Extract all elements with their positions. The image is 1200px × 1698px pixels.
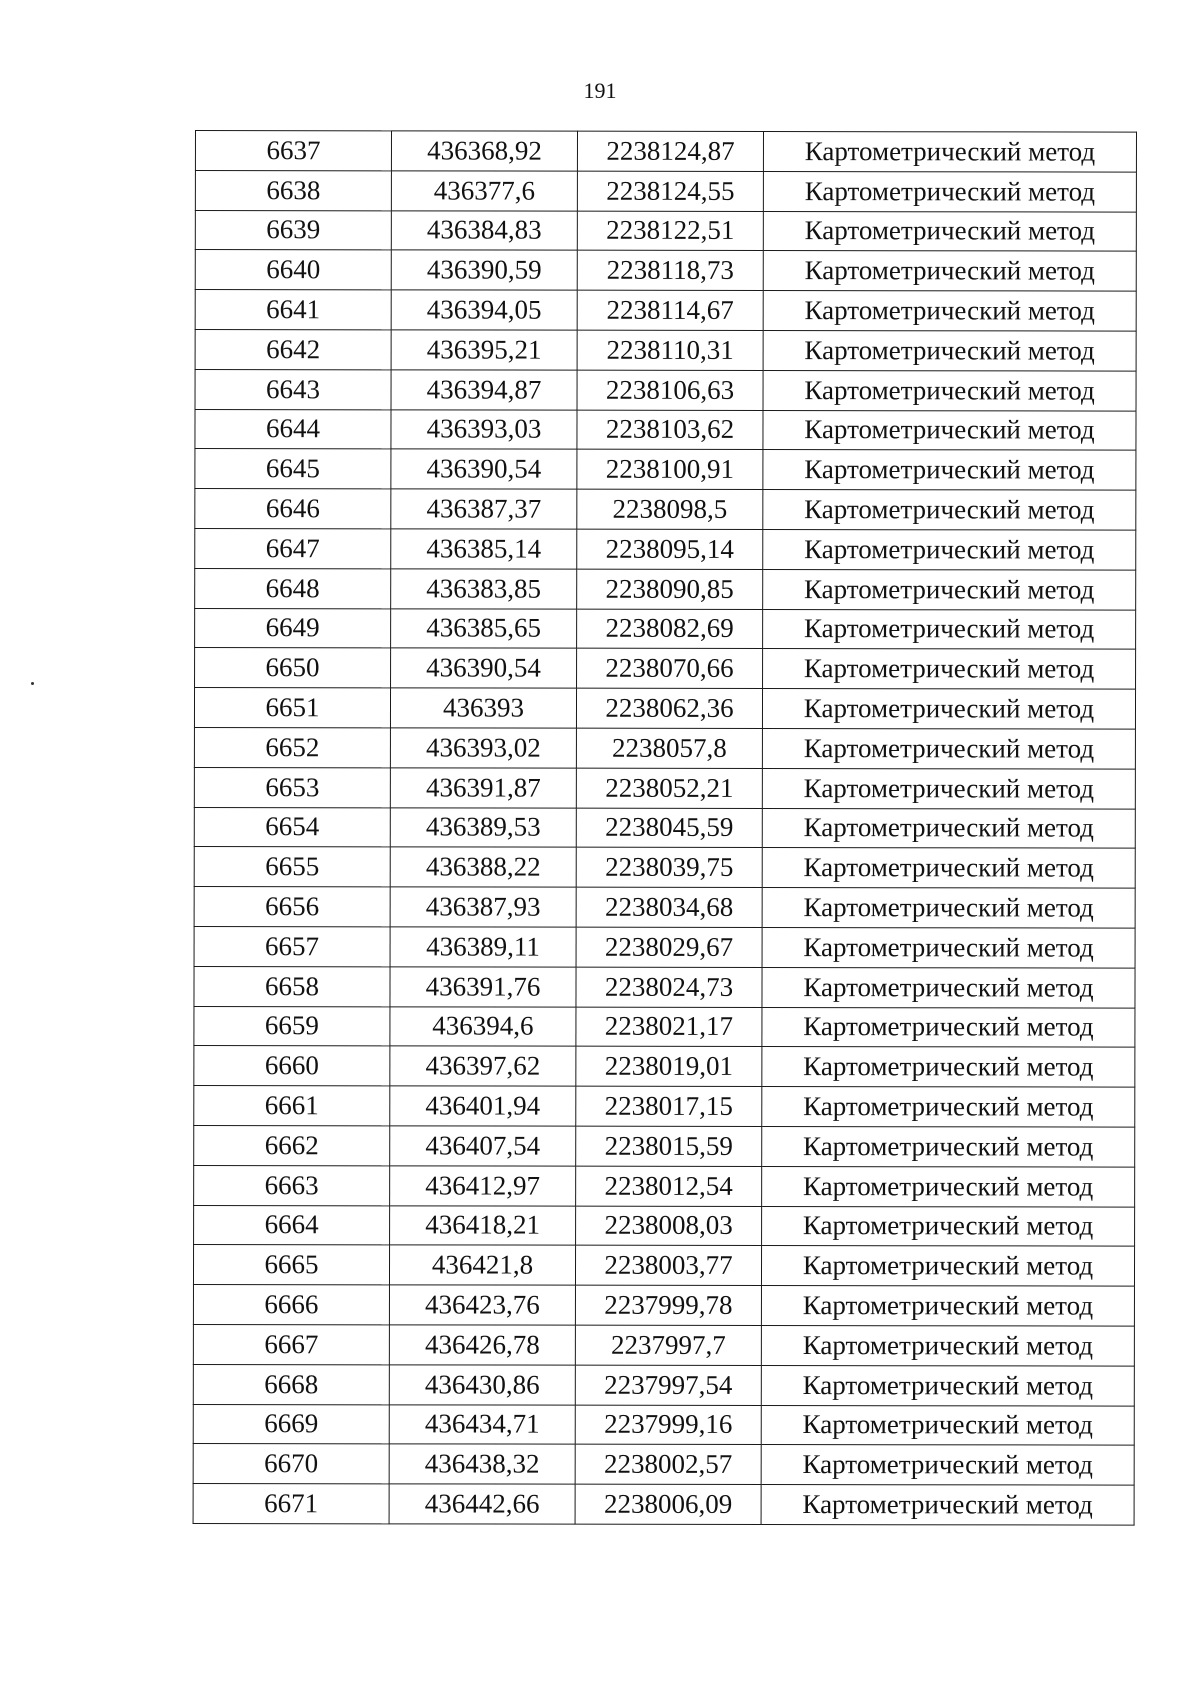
y-coordinate-cell: 2238039,75	[576, 848, 762, 888]
x-coordinate-cell: 436389,53	[390, 807, 576, 847]
y-coordinate-cell: 2238057,8	[576, 728, 762, 768]
table-row	[194, 1125, 1135, 1166]
table-row	[193, 1404, 1134, 1445]
table-row	[195, 210, 1136, 251]
y-coordinate-cell: 2238008,03	[576, 1206, 762, 1246]
point-number-cell: 6659	[194, 1006, 390, 1046]
point-number-cell: 6650	[195, 648, 391, 688]
method-cell: Картометрический метод	[762, 1087, 1135, 1127]
table-row	[194, 688, 1135, 729]
method-cell: Картометрический метод	[762, 728, 1135, 768]
y-coordinate-cell: 2238034,68	[576, 887, 762, 927]
y-coordinate-cell: 2238012,54	[576, 1166, 762, 1206]
method-cell: Картометрический метод	[762, 967, 1135, 1007]
y-coordinate-cell: 2238021,17	[576, 1007, 762, 1047]
y-coordinate-cell: 2238062,36	[576, 688, 762, 728]
method-cell: Картометрический метод	[763, 649, 1136, 689]
point-number-cell: 6664	[194, 1205, 390, 1245]
x-coordinate-cell: 436412,97	[390, 1166, 576, 1206]
x-coordinate-cell: 436383,85	[391, 569, 577, 609]
method-cell: Картометрический метод	[763, 211, 1136, 251]
y-coordinate-cell: 2238017,15	[576, 1086, 762, 1126]
y-coordinate-cell: 2238124,55	[577, 171, 763, 211]
table-row	[195, 131, 1136, 172]
point-number-cell: 6671	[193, 1484, 389, 1524]
y-coordinate-cell: 2238100,91	[577, 450, 763, 490]
y-coordinate-cell: 2238024,73	[576, 967, 762, 1007]
x-coordinate-cell: 436394,87	[391, 370, 577, 410]
point-number-cell: 6667	[193, 1324, 389, 1364]
point-number-cell: 6657	[194, 926, 390, 966]
method-cell: Картометрический метод	[762, 1166, 1135, 1206]
point-number-cell: 6660	[194, 1046, 390, 1086]
table-row	[194, 1165, 1135, 1206]
table-row	[193, 1324, 1134, 1365]
y-coordinate-cell: 2238002,57	[575, 1444, 761, 1484]
method-cell: Картометрический метод	[761, 1286, 1134, 1326]
method-cell: Картометрический метод	[763, 251, 1136, 291]
x-coordinate-cell: 436394,05	[391, 290, 577, 330]
method-cell: Картометрический метод	[761, 1405, 1134, 1445]
y-coordinate-cell: 2238045,59	[576, 808, 762, 848]
table-row	[194, 807, 1135, 848]
point-number-cell: 6640	[195, 250, 391, 290]
table-row	[195, 528, 1136, 569]
point-number-cell: 6639	[195, 210, 391, 250]
x-coordinate-cell: 436442,66	[389, 1484, 575, 1524]
table-row	[194, 966, 1135, 1007]
x-coordinate-cell: 436391,76	[390, 967, 576, 1007]
point-number-cell: 6651	[194, 688, 390, 728]
table-row	[195, 250, 1136, 291]
table-row	[195, 489, 1136, 530]
y-coordinate-cell: 2238070,66	[577, 649, 763, 689]
method-cell: Картометрический метод	[763, 171, 1136, 211]
point-number-cell: 6638	[195, 170, 391, 210]
x-coordinate-cell: 436385,14	[391, 529, 577, 569]
y-coordinate-cell: 2238103,62	[577, 410, 763, 450]
coordinates-table-body	[193, 131, 1136, 1526]
table-row	[194, 1086, 1135, 1127]
x-coordinate-cell: 436385,65	[391, 608, 577, 648]
point-number-cell: 6641	[195, 290, 391, 330]
x-coordinate-cell: 436390,54	[391, 449, 577, 489]
page-number: 191	[583, 78, 617, 103]
table-row	[194, 847, 1135, 888]
method-cell: Картометрический метод	[762, 888, 1135, 928]
x-coordinate-cell: 436401,94	[390, 1086, 576, 1126]
method-cell: Картометрический метод	[761, 1445, 1134, 1485]
table-row	[195, 648, 1136, 689]
table-row	[195, 409, 1136, 450]
point-number-cell: 6658	[194, 966, 390, 1006]
y-coordinate-cell: 2238019,01	[576, 1046, 762, 1086]
point-number-cell: 6656	[194, 887, 390, 927]
x-coordinate-cell: 436407,54	[390, 1126, 576, 1166]
table-row	[193, 1364, 1134, 1405]
point-number-cell: 6668	[193, 1364, 389, 1404]
point-number-cell: 6652	[194, 727, 390, 767]
method-cell: Картометрический метод	[763, 450, 1136, 490]
point-number-cell: 6645	[195, 449, 391, 489]
method-cell: Картометрический метод	[762, 848, 1135, 888]
table-row	[193, 1285, 1134, 1326]
y-coordinate-cell: 2237999,16	[575, 1405, 761, 1445]
table-row	[194, 1205, 1135, 1246]
x-coordinate-cell: 436418,21	[390, 1205, 576, 1245]
table-row	[194, 727, 1135, 768]
coordinates-table	[193, 130, 1137, 1526]
point-number-cell: 6655	[194, 847, 390, 887]
y-coordinate-cell: 2238029,67	[576, 927, 762, 967]
point-number-cell: 6669	[193, 1404, 389, 1444]
x-coordinate-cell: 436384,83	[391, 210, 577, 250]
point-number-cell: 6637	[195, 131, 391, 171]
table-row	[195, 449, 1136, 490]
method-cell: Картометрический метод	[763, 410, 1136, 450]
point-number-cell: 6662	[194, 1125, 390, 1165]
table-row	[195, 170, 1136, 211]
point-number-cell: 6644	[195, 409, 391, 449]
x-coordinate-cell: 436393	[390, 688, 576, 728]
method-cell: Картометрический метод	[763, 131, 1136, 171]
table-row	[194, 887, 1135, 928]
point-number-cell: 6670	[193, 1444, 389, 1484]
method-cell: Картометрический метод	[763, 291, 1136, 331]
y-coordinate-cell: 2238122,51	[577, 211, 763, 251]
point-number-cell: 6661	[194, 1086, 390, 1126]
y-coordinate-cell: 2238124,87	[577, 131, 763, 171]
method-cell: Картометрический метод	[762, 927, 1135, 967]
table-row	[194, 926, 1135, 967]
y-coordinate-cell: 2238106,63	[577, 370, 763, 410]
point-number-cell: 6643	[195, 369, 391, 409]
method-cell: Картометрический метод	[761, 1246, 1134, 1286]
x-coordinate-cell: 436397,62	[390, 1046, 576, 1086]
x-coordinate-cell: 436368,92	[391, 131, 577, 171]
table-row	[193, 1484, 1134, 1525]
table-row	[193, 1444, 1134, 1485]
x-coordinate-cell: 436388,22	[390, 847, 576, 887]
x-coordinate-cell: 436390,54	[391, 648, 577, 688]
x-coordinate-cell: 436387,37	[391, 489, 577, 529]
method-cell: Картометрический метод	[763, 609, 1136, 649]
point-number-cell: 6647	[195, 528, 391, 568]
x-coordinate-cell: 436423,76	[389, 1285, 575, 1325]
table-row	[193, 1245, 1134, 1286]
y-coordinate-cell: 2238095,14	[577, 529, 763, 569]
point-number-cell: 6665	[193, 1245, 389, 1285]
x-coordinate-cell: 436430,86	[389, 1365, 575, 1405]
x-coordinate-cell: 436395,21	[391, 330, 577, 370]
method-cell: Картометрический метод	[762, 768, 1135, 808]
method-cell: Картометрический метод	[762, 1126, 1135, 1166]
method-cell: Картометрический метод	[762, 1007, 1135, 1047]
point-number-cell: 6654	[194, 807, 390, 847]
method-cell: Картометрический метод	[763, 330, 1136, 370]
method-cell: Картометрический метод	[763, 490, 1136, 530]
x-coordinate-cell: 436426,78	[389, 1325, 575, 1365]
x-coordinate-cell: 436438,32	[389, 1444, 575, 1484]
x-coordinate-cell: 436421,8	[389, 1245, 575, 1285]
y-coordinate-cell: 2238082,69	[577, 609, 763, 649]
y-coordinate-cell: 2237999,78	[575, 1285, 761, 1325]
y-coordinate-cell: 2238114,67	[577, 290, 763, 330]
x-coordinate-cell: 436393,03	[391, 409, 577, 449]
y-coordinate-cell: 2238015,59	[576, 1126, 762, 1166]
y-coordinate-cell: 2238090,85	[577, 569, 763, 609]
method-cell: Картометрический метод	[763, 569, 1136, 609]
table-row	[195, 568, 1136, 609]
x-coordinate-cell: 436393,02	[390, 728, 576, 768]
x-coordinate-cell: 436391,87	[390, 768, 576, 808]
method-cell: Картометрический метод	[762, 1047, 1135, 1087]
point-number-cell: 6646	[195, 489, 391, 529]
point-number-cell: 6653	[194, 767, 390, 807]
table-row	[194, 1006, 1135, 1047]
x-coordinate-cell: 436377,6	[391, 171, 577, 211]
y-coordinate-cell: 2238098,5	[577, 489, 763, 529]
point-number-cell: 6666	[193, 1285, 389, 1325]
point-number-cell: 6642	[195, 329, 391, 369]
point-number-cell: 6648	[195, 568, 391, 608]
method-cell: Картометрический метод	[762, 808, 1135, 848]
y-coordinate-cell: 2238110,31	[577, 330, 763, 370]
method-cell: Картометрический метод	[763, 370, 1136, 410]
table-row	[194, 1046, 1135, 1087]
table-row	[195, 290, 1136, 331]
x-coordinate-cell: 436390,59	[391, 250, 577, 290]
x-coordinate-cell: 436394,6	[390, 1006, 576, 1046]
x-coordinate-cell: 436387,93	[390, 887, 576, 927]
method-cell: Картометрический метод	[762, 689, 1135, 729]
y-coordinate-cell: 2238118,73	[577, 251, 763, 291]
y-coordinate-cell: 2238003,77	[575, 1245, 761, 1285]
table-row	[194, 767, 1135, 808]
y-coordinate-cell: 2238052,21	[576, 768, 762, 808]
table-row	[195, 329, 1136, 370]
point-number-cell: 6663	[194, 1165, 390, 1205]
y-coordinate-cell: 2238006,09	[575, 1484, 761, 1524]
method-cell: Картометрический метод	[761, 1485, 1134, 1525]
x-coordinate-cell: 436434,71	[389, 1404, 575, 1444]
y-coordinate-cell: 2237997,7	[575, 1325, 761, 1365]
method-cell: Картометрический метод	[761, 1325, 1134, 1365]
scan-speck	[31, 682, 34, 685]
y-coordinate-cell: 2237997,54	[575, 1365, 761, 1405]
method-cell: Картометрический метод	[761, 1365, 1134, 1405]
method-cell: Картометрический метод	[763, 529, 1136, 569]
point-number-cell: 6649	[195, 608, 391, 648]
x-coordinate-cell: 436389,11	[390, 927, 576, 967]
table-row	[195, 369, 1136, 410]
method-cell: Картометрический метод	[762, 1206, 1135, 1246]
table-row	[195, 608, 1136, 649]
